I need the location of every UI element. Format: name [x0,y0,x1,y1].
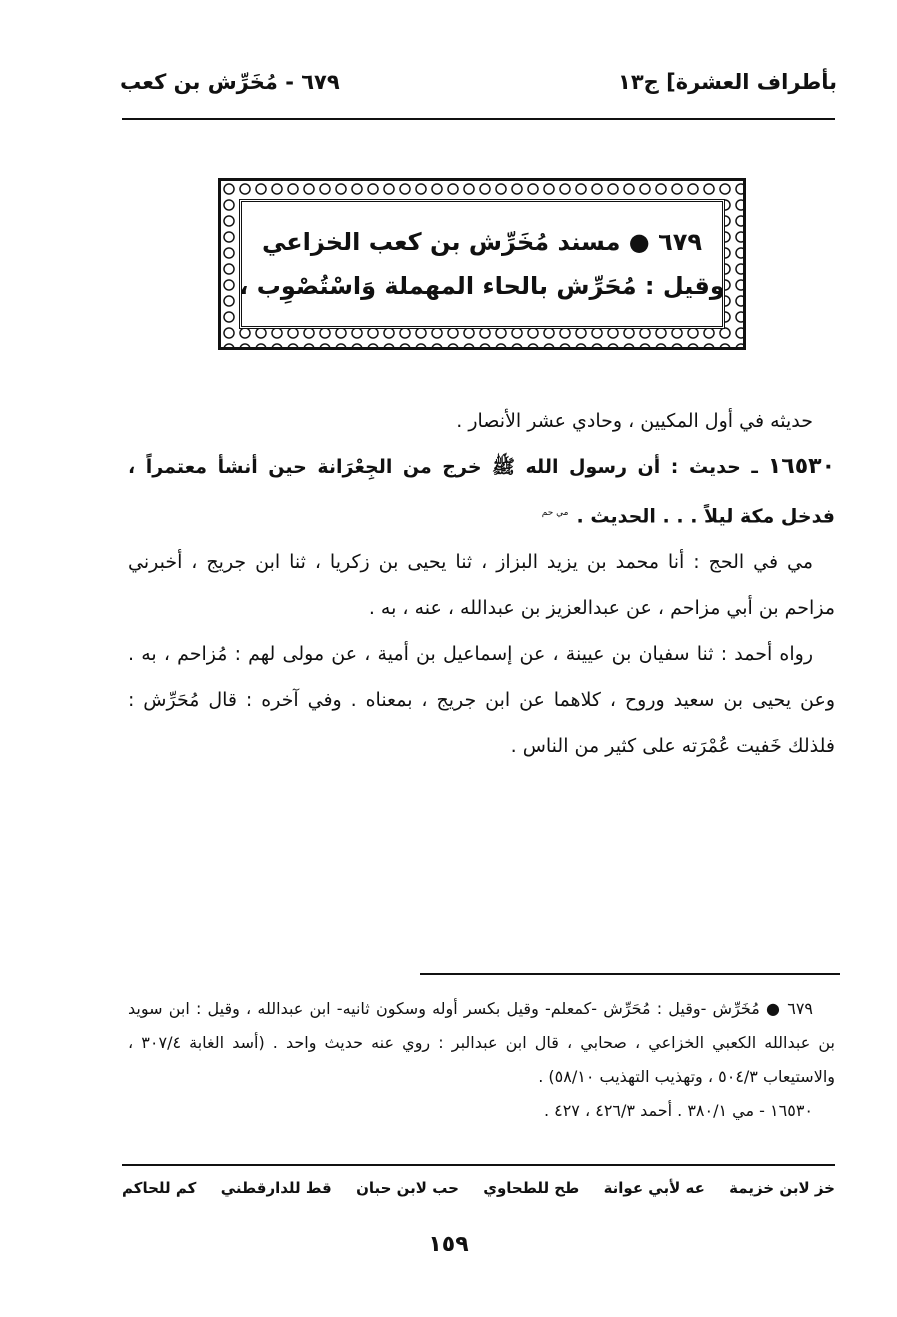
main-text [128,398,835,769]
hadith-text: ـ حديث : أن رسول الله ﷺ خرج من الجِعْرَانة حين أنشأ معتمراً ، فدخل مكة ليلاً . . . الحديث . [128,456,835,528]
header-chapter-title: ٦٧٩ - مُخَرِّش بن كعب [120,70,340,94]
running-header [120,62,837,102]
page-number: ١٥٩ [428,1232,469,1257]
hadith-number: ١٦٥٣٠ [767,454,835,479]
header-book-title: بأطراف العشرة] ج١٣ [618,70,837,94]
intro-paragraph: حديثه في أول المكيين ، وحادي عشر الأنصار . [456,410,813,432]
title-box [239,199,725,329]
legend-item: طح للطحاوي [483,1179,580,1197]
hadith-paragraph [128,444,835,539]
abbreviation-legend [122,1170,835,1206]
header-rule [122,118,835,120]
legend-item: عه لأبي عوانة [603,1179,705,1197]
legend-rule [122,1164,835,1166]
footnote-2: ١٦٥٣٠ - مي ٣٨٠/١ . أحمد ٤٢٦/٣ ، ٤٢٧ . [543,1101,813,1120]
footnote-1: ٦٧٩ ● مُخَرِّش -وقيل : مُحَرِّش -كمعلم- وقيل بكسر أوله وسكون ثانيه- ابن عبدالله ، وقيل : ابن سويد بن عبدالله الكعبي الخزاعي ، صحابي ، قال ابن عبدالبر : روي عنه حديث واحد . (أسد الغابة ٣٠٧/٤ ، والاستيعاب ٥٠٤/٣ ، وتهذيب التهذيب ٥٨/١٠) . [128,999,836,1086]
title-line-1: ٦٧٩ ● مسند مُخَرِّش بن كعب الخزاعي [261,228,703,256]
isnad-paragraph-2: رواه أحمد : ثنا سفيان بن عيينة ، عن إسماعيل بن أمية ، عن مولى لهم : مُزاحم ، به . وعن يحيى بن سعيد وروح ، كلاهما عن ابن جريج ، بمعناه . وفي آخره : قال مُحَرِّش : فلذلك خَفيت عُمْرَته على كثير من الناس . [128,643,835,758]
footnote-rule [420,973,840,975]
ornamental-title-frame [218,178,746,350]
legend-item: حب لابن حبان [356,1179,459,1197]
legend-item: خز لابن خزيمة [729,1179,835,1197]
source-sigla: مي حم [541,508,569,518]
isnad-paragraph-1: مي في الحج : أنا محمد بن يزيد البزاز ، ثنا يحيى بن زكريا ، ثنا ابن جريج ، أخبرني مزاحم بن أبي مزاحم ، عن عبدالعزيز بن عبدالله ، عنه ، به . [128,551,835,620]
footnotes [128,992,835,1128]
legend-item: قط للدارقطني [220,1179,332,1197]
legend-item: كم للحاكم [122,1179,197,1197]
title-line-2: وقيل : مُحَرِّش بالحاء المهملة وَاسْتُصْوِب ، [239,272,725,300]
